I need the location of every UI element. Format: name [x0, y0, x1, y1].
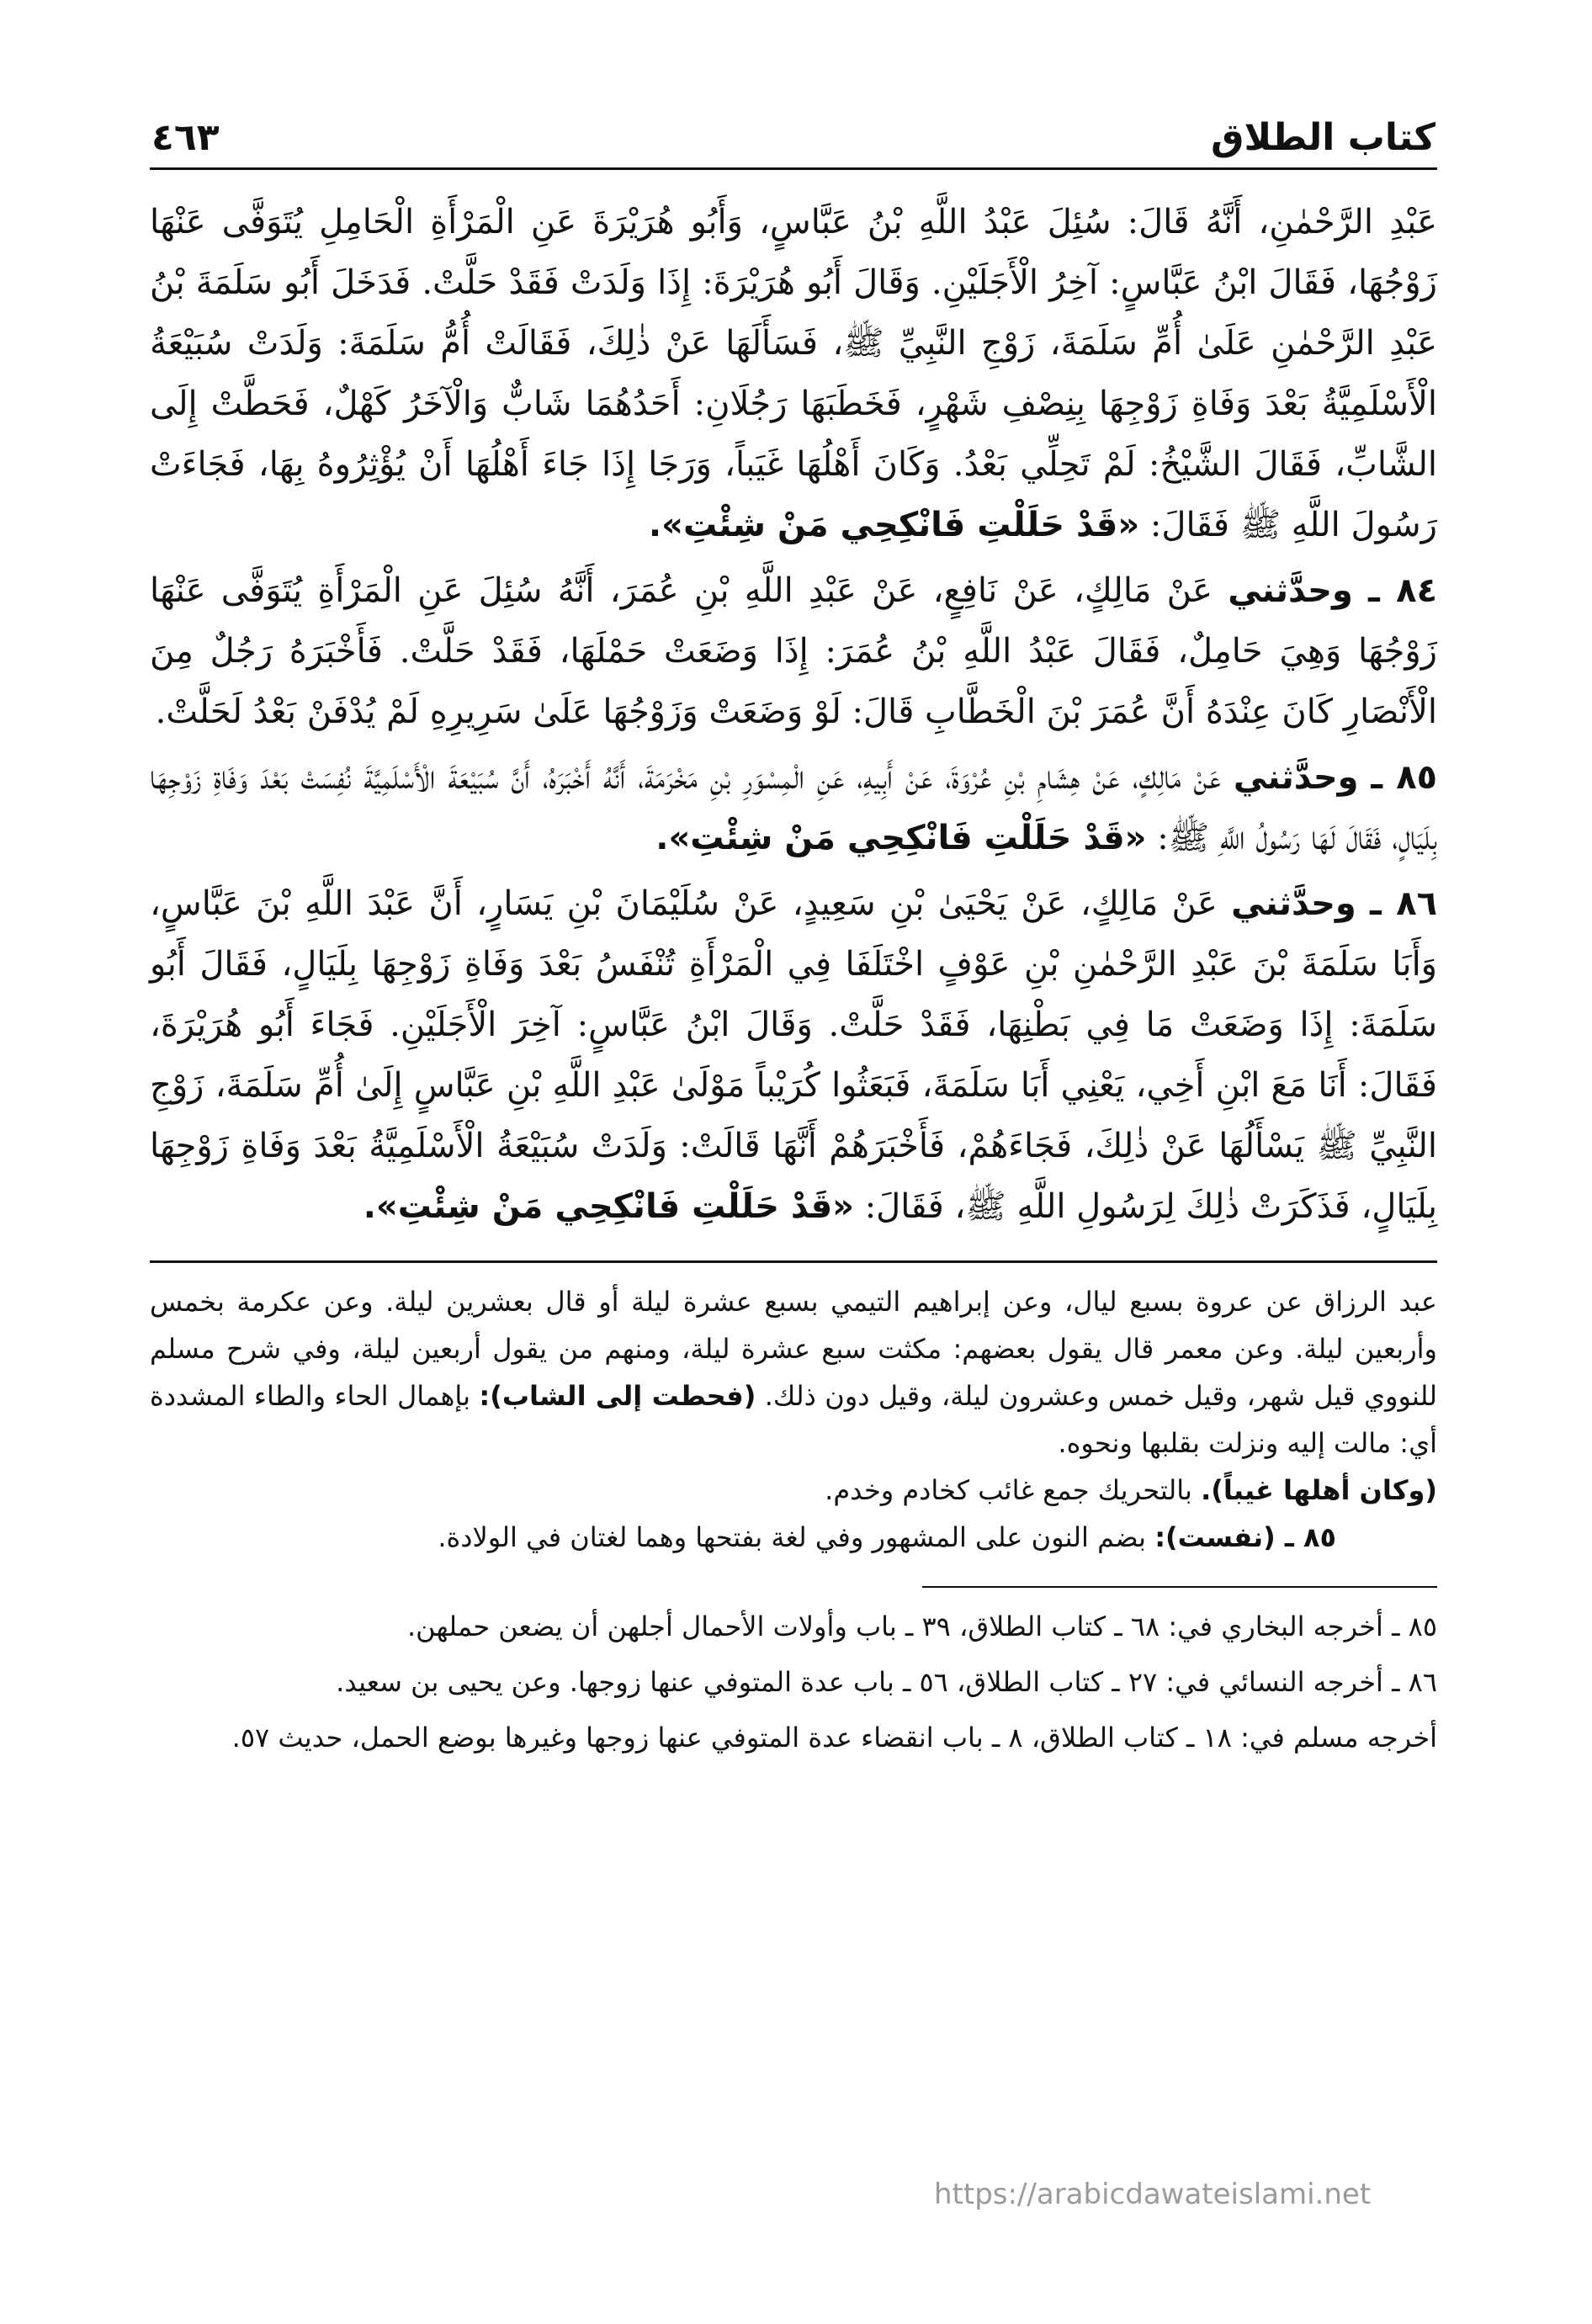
page-header	[150, 116, 1437, 170]
paragraph-continuation	[150, 192, 1437, 555]
notes-divider	[150, 1260, 1437, 1263]
hadith-text: عَنْ مَالِكٍ، عَنْ هِشَامِ بْنِ عُرْوَةَ، عَنْ أَبِيهِ، عَنِ الْمِسْوَرِ بْنِ مَخْرَمَةَ، أَنَّهُ أَخْبَرَهُ، أَنَّ سُبَيْعَةَ الْأَسْلَمِيَّةَ نُفِسَتْ بَعْدَ وَفَاةِ زَوْجِهَا بِلَيَالٍ، فَقَالَ لَهَا رَسُولُ اللَّهِ ﷺ:	[150, 758, 1437, 857]
book-page	[150, 116, 1437, 1770]
hadith-84	[150, 560, 1437, 742]
hadith-number: ٨٦ ـ	[1370, 884, 1438, 923]
book-title: كتاب الطلاق	[1211, 116, 1435, 159]
reference-86-muslim: أخرجه مسلم في: ١٨ ـ كتاب الطلاق، ٨ ـ باب انقضاء عدة المتوفي عنها زوجها وغيرها بوضع الحمل، حديث ٥٧.	[231, 1722, 1437, 1754]
hadith-opening: وحدَّثني	[1231, 884, 1356, 923]
paragraph-text: عَبْدِ الرَّحْمٰنِ، أَنَّهُ قَالَ: سُئِلَ عَبْدُ اللَّهِ بْنُ عَبَّاسٍ، وَأَبُو هُرَيْرَةَ عَنِ الْمَرْأَةِ الْحَامِلِ يُتَوَفَّى عَنْهَا زَوْجُهَا، فَقَالَ ابْنُ عَبَّاسٍ: آخِرُ الْأَجَلَيْنِ. وَقَالَ أَبُو هُرَيْرَةَ: إِذَا وَلَدَتْ فَقَدْ حَلَّتْ. فَدَخَلَ أَبُو سَلَمَةَ بْنُ عَبْدِ الرَّحْمٰنِ عَلَىٰ أُمِّ سَلَمَةَ، زَوْجِ النَّبِيِّ ﷺ، فَسَأَلَهَا عَنْ ذٰلِكَ، فَقَالَتْ أُمُّ سَلَمَةَ: وَلَدَتْ سُبَيْعَةُ الْأَسْلَمِيَّةُ بَعْدَ وَفَاةِ زَوْجِهَا بِنِصْفِ شَهْرٍ، فَخَطَبَهَا رَجُلَانِ: أَحَدُهُمَا شَابٌّ وَالْآخَرُ كَهْلٌ، فَحَطَّتْ إِلَى الشَّابِّ، فَقَالَ الشَّيْخُ: لَمْ تَحِلِّي بَعْدُ. وَكَانَ أَهْلُهَا غَيَباً، وَرَجَا إِذَا جَاءَ أَهْلُهَا أَنْ يُؤْثِرُوهُ بِهَا، فَجَاءَتْ رَسُولَ اللَّهِ ﷺ فَقَالَ:	[150, 203, 1437, 544]
refs-divider	[922, 1586, 1437, 1588]
hadith-opening: وحدَّثني	[1228, 571, 1353, 610]
note-line	[150, 1467, 1437, 1514]
hadith-85	[150, 747, 1437, 868]
note-text: بالتحريك جمع غائب كخادم وخدم.	[825, 1474, 1192, 1506]
explanatory-notes	[150, 1278, 1437, 1561]
prophet-quote: «قَدْ حَلَلْتِ فَانْكِحِي مَنْ شِئْتِ».	[648, 506, 1140, 544]
hadith-number: ٨٥ ـ	[1371, 758, 1438, 797]
hadith-text: عَنْ مَالِكٍ، عَنْ يَحْيَىٰ بْنِ سَعِيدٍ، عَنْ سُلَيْمَانَ بْنِ يَسَارٍ، أَنَّ عَبْدَ اللَّهِ بْنَ عَبَّاسٍ، وَأَبَا سَلَمَةَ بْنَ عَبْدِ الرَّحْمٰنِ بْنِ عَوْفٍ اخْتَلَفَا فِي الْمَرْأَةِ تُنْفَسُ بَعْدَ وَفَاةِ زَوْجِهَا بِلَيَالٍ، فَقَالَ أَبُو سَلَمَةَ: إِذَا وَضَعَتْ مَا فِي بَطْنِهَا، فَقَدْ حَلَّتْ. وَقَالَ ابْنُ عَبَّاسٍ: آخِرَ الْأَجَلَيْنِ. فَجَاءَ أَبُو هُرَيْرَةَ، فَقَالَ: أَنَا مَعَ ابْنِ أَخِي، يَعْنِي أَبَا سَلَمَةَ، فَبَعَثُوا كُرَيْباً مَوْلَىٰ عَبْدِ اللَّهِ بْنِ عَبَّاسٍ إِلَىٰ أُمِّ سَلَمَةَ، زَوْجِ النَّبِيِّ ﷺ يَسْأَلُهَا عَنْ ذٰلِكَ، فَجَاءَهُمْ، فَأَخْبَرَهُمْ أَنَّهَا قَالَتْ: وَلَدَتْ سُبَيْعَةُ الْأَسْلَمِيَّةُ بَعْدَ وَفَاةِ زَوْجِهَا بِلَيَالٍ، فَذَكَرَتْ ذٰلِكَ لِرَسُولِ اللَّهِ ﷺ، فَقَالَ:	[150, 884, 1437, 1226]
hadith-86	[150, 873, 1437, 1237]
page-number: ٤٦٣	[151, 116, 220, 159]
reference-86: ٨٦ ـ أخرجه النسائي في: ٢٧ ـ كتاب الطلاق، ٥٦ ـ باب عدة المتوفي عنها زوجها. وعن يحيى بن سعيد.	[336, 1666, 1437, 1698]
note-text: عبد الرزاق عن عروة بسبع ليال، وعن إبراهيم التيمي بسبع عشرة ليلة أو قال بعشرين ليلة. وعن عكرمة بخمس وأربعين ليلة. وعن معمر قال يقول بعضهم: مكثت سبع عشرة ليلة، ومنهم من يقول أربعين ليلة، وفي شرح مسلم للنووي قيل شهر، وقيل خمس وعشرون ليلة، وقيل دون ذلك.	[150, 1286, 1438, 1412]
site-watermark: https://arabicdawateislami.net	[934, 2178, 1372, 2211]
main-text	[150, 192, 1437, 1237]
source-references	[150, 1603, 1437, 1761]
note-text: بضم النون على المشهور وفي لغة بفتحها وهما لغتان في الولادة.	[438, 1521, 1147, 1553]
note-line	[150, 1514, 1437, 1561]
prophet-quote: «قَدْ حَلَلْتِ فَانْكِحِي مَنْ شِئْتِ».	[363, 1187, 854, 1226]
note-term: ٨٥ ـ (نفست):	[1154, 1521, 1336, 1553]
note-text: بإهمال الحاء والطاء المشددة أي: مالت إليه ونزلت بقلبها ونحوه.	[150, 1380, 1437, 1459]
note-term: (وكان أهلها غيباً).	[1201, 1474, 1437, 1506]
note-line	[150, 1278, 1437, 1467]
reference-85: ٨٥ ـ أخرجه البخاري في: ٦٨ ـ كتاب الطلاق، ٣٩ ـ باب وأولات الأحمال أجلهن أن يضعن حملهن.	[406, 1610, 1437, 1642]
hadith-text: عَنْ مَالِكٍ، عَنْ نَافِعٍ، عَنْ عَبْدِ اللَّهِ بْنِ عُمَرَ، أَنَّهُ سُئِلَ عَنِ الْمَرْأَةِ يُتَوَفَّى عَنْهَا زَوْجُهَا وَهِيَ حَامِلٌ، فَقَالَ عَبْدُ اللَّهِ بْنُ عُمَرَ: إِذَا وَضَعَتْ حَمْلَهَا، فَقَدْ حَلَّتْ. فَأَخْبَرَهُ رَجُلٌ مِنَ الْأَنْصَارِ كَانَ عِنْدَهُ أَنَّ عُمَرَ بْنَ الْخَطَّابِ قَالَ: لَوْ وَضَعَتْ وَزَوْجُهَا عَلَىٰ سَرِيرِهِ لَمْ يُدْفَنْ بَعْدُ لَحَلَّتْ.	[150, 571, 1437, 731]
prophet-quote: «قَدْ حَلَلْتِ فَانْكِحِي مَنْ شِئْتِ».	[655, 819, 1147, 857]
note-term: (فحطت إلى الشاب):	[479, 1380, 756, 1412]
hadith-opening: وحدَّثني	[1233, 758, 1359, 797]
hadith-number: ٨٤ ـ	[1368, 571, 1437, 610]
